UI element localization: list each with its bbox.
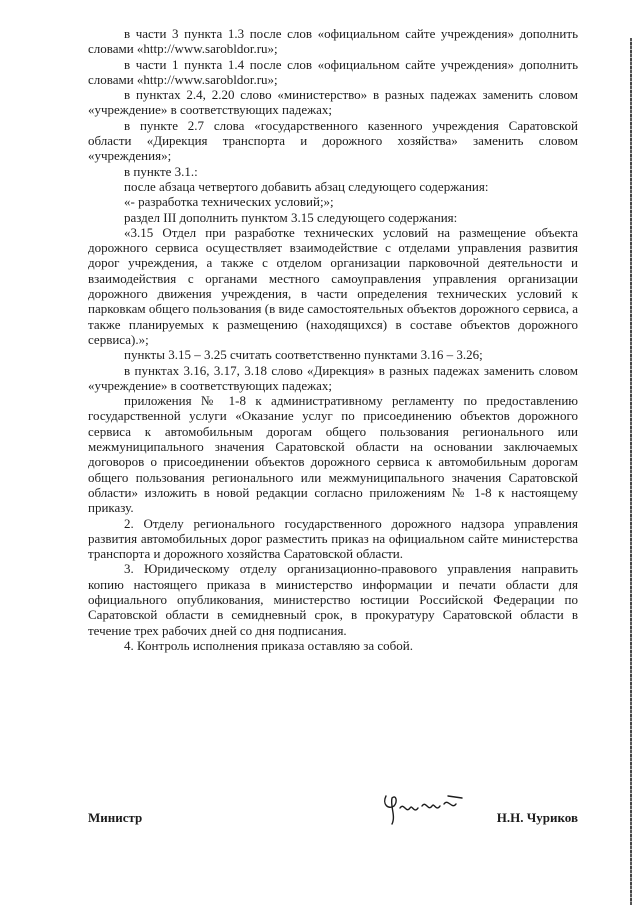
paragraph-add-abzac: после абзаца четвертого добавить абзац следующего содержания: [124, 178, 489, 194]
paragraph-item-3: 3. Юридическому отделу организационно-правового управления направить копию настоящего приказа в министерство информации и печати области для официального опубликования, министерство юстиции Российской Федерации по Саратовской области в семидневный срок, в прокуратуру Саратовской области в течение трех рабочих дней со дня подписания. [88, 561, 578, 638]
paragraph-amend-2-4: в пунктах 2.4, 2.20 слово «министерство» в разных падежах заменить словом «учреждение» в соответствующих падежах; [88, 87, 578, 118]
handwritten-signature-icon [378, 786, 468, 830]
signatory-name: Н.Н. Чуриков [496, 810, 578, 825]
paragraph-item-2: 2. Отделу регионального государственного дорожного надзора управления развития автомобильных дорог разместить приказ на официальном сайте министерства транспорта и дорожного хозяйства Саратовской области. [88, 515, 578, 562]
scan-edge-line [630, 38, 632, 905]
paragraph-renumber: пункты 3.15 – 3.25 считать соответственно пунктами 3.16 – 3.26; [124, 347, 483, 363]
paragraph-appendices: приложения № 1-8 к административному регламенту по предоставлению государственной услуги «Оказание услуг по присоединению объектов дорожного сервиса к автомобильным дорогам общего пользования регионального или межмуниципального значения Саратовской области на основании заключаемых договоров о присоединении объектов дорожного сервиса к автомобильным дорогам общего пользования регионального или межмуниципального значения Саратовской области» изложить в новой редакции согласно приложениям № 1-8 к настоящему приказу. [88, 393, 578, 516]
signatory-title: Министр [88, 810, 143, 825]
document-body [88, 26, 578, 653]
paragraph-new-3-15: «3.15 Отдел при разработке технических условий на размещение объекта дорожного сервиса осуществляет взаимодействие с отделами управления развития дорог учреждения, а также с отделом организации парковочной деятельности и взаимодействия с органами местного самоуправления управления организации дорожного движения учреждения, в части определения технических условий к парковкам общего пользования (в виде самостоятельных объектов дорожного сервиса, а также планируемых к размещению (находящихся) в составе объектов дорожного сервиса).»; [88, 224, 578, 347]
signature-block [88, 810, 578, 830]
paragraph-section-3: раздел III дополнить пунктом 3.15 следующего содержания: [124, 209, 458, 225]
paragraph-point-3-1: в пункте 3.1.: [124, 163, 198, 179]
paragraph-amend-1-3: в части 3 пункта 1.3 после слов «официальном сайте учреждения» дополнить словами «http://www.sarobldor.ru»; [88, 26, 578, 57]
paragraph-item-4: 4. Контроль исполнения приказа оставляю за собой. [124, 637, 413, 653]
paragraph-amend-1-4: в части 1 пункта 1.4 после слов «официальном сайте учреждения» дополнить словами «http://www.sarobldor.ru»; [88, 56, 578, 87]
paragraph-amend-3-16: в пунктах 3.16, 3.17, 3.18 слово «Дирекция» в разных падежах заменить словом «учреждение» в соответствующих падежах; [88, 362, 578, 393]
paragraph-amend-2-7: в пункте 2.7 слова «государственного казенного учреждения Саратовской области «Дирекция транспорта и дорожного хозяйства» заменить словом «учреждения»; [88, 117, 578, 164]
paragraph-tech-conditions: «- разработка технических условий;»; [124, 194, 334, 210]
